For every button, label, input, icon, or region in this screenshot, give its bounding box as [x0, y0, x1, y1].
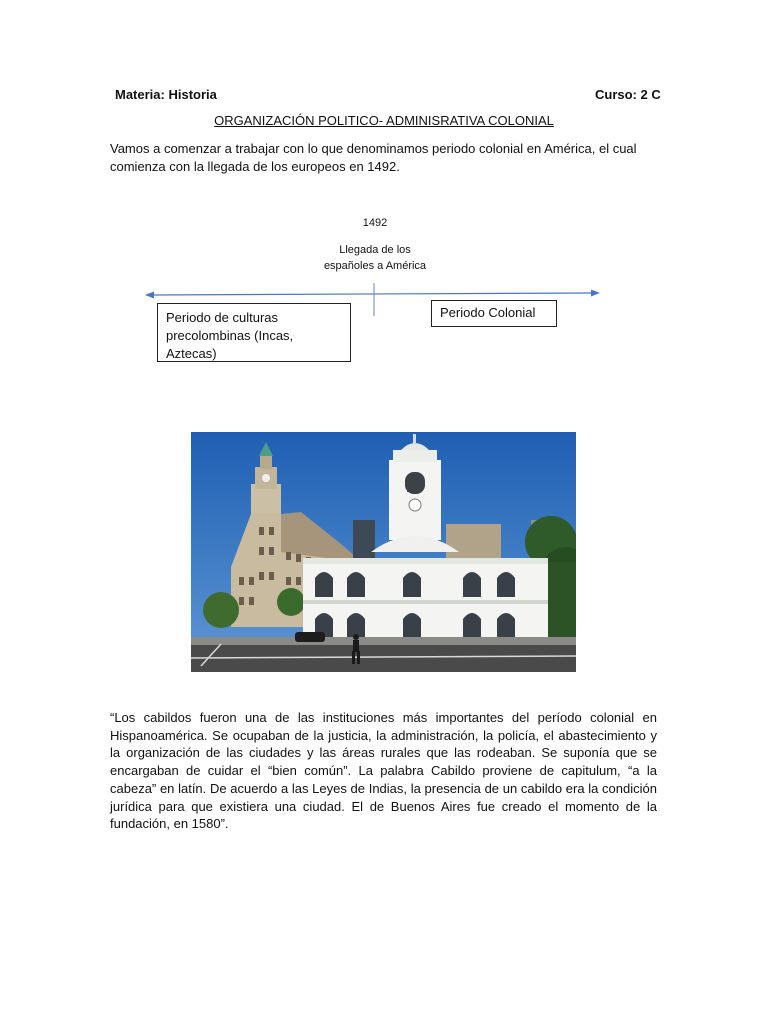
cabildo-quote: “Los cabildos fueron una de las instituciones más importantes del período colonial en Hispanoamérica. Se ocupaban de la justicia, la administración, la policía, el abastecimiento y la organización de las ciudades y las áreas rurales que las rodeaban. Se suponía que se encargaban de cuidar el “bien común”. La palabra Cabildo proviene de capitulum, “a la cabeza” en latín. De acuerdo a las Leyes de Indias, la presencia de un cabildo era la condición jurídica para que existiera una ciudad. El de Buenos Aires fue creado el momento de la fundación, en 1580”.: [110, 710, 657, 832]
timeline-arrowhead-right: [591, 290, 600, 297]
intro-paragraph: Vamos a comenzar a trabajar con lo que denominamos periodo colonial en América, el cual comienza con la llegada de los europeos en 1492.: [110, 141, 637, 174]
timeline-event-caption: [300, 242, 450, 274]
cabildo-photo: [191, 432, 576, 672]
timeline-event-line-2: españoles a América: [323, 260, 427, 272]
course-label: Curso: 2 C: [595, 87, 661, 102]
timeline-year: 1492: [362, 217, 388, 229]
colonial-period-box: Periodo Colonial: [431, 300, 557, 327]
photo-tree-left: [203, 592, 239, 628]
document-title: ORGANIZACIÓN POLITICO- ADMINISRATIVA COLONIAL: [214, 113, 554, 128]
photo-cabildo-building: [303, 558, 548, 647]
photo-car: [295, 632, 325, 642]
precolumbian-line-1: Periodo de culturas: [166, 310, 279, 325]
precolumbian-period-box: [157, 303, 351, 362]
timeline-arrowhead-left: [145, 292, 154, 299]
photo-bg-building: [353, 520, 375, 560]
timeline-event-line-1: Llegada de los: [339, 244, 411, 256]
precolumbian-line-3: Aztecas): [166, 346, 217, 361]
precolumbian-line-2: precolombinas (Incas,: [166, 328, 294, 343]
subject-label: Materia: Historia: [115, 87, 217, 102]
timeline-line: [152, 293, 592, 295]
